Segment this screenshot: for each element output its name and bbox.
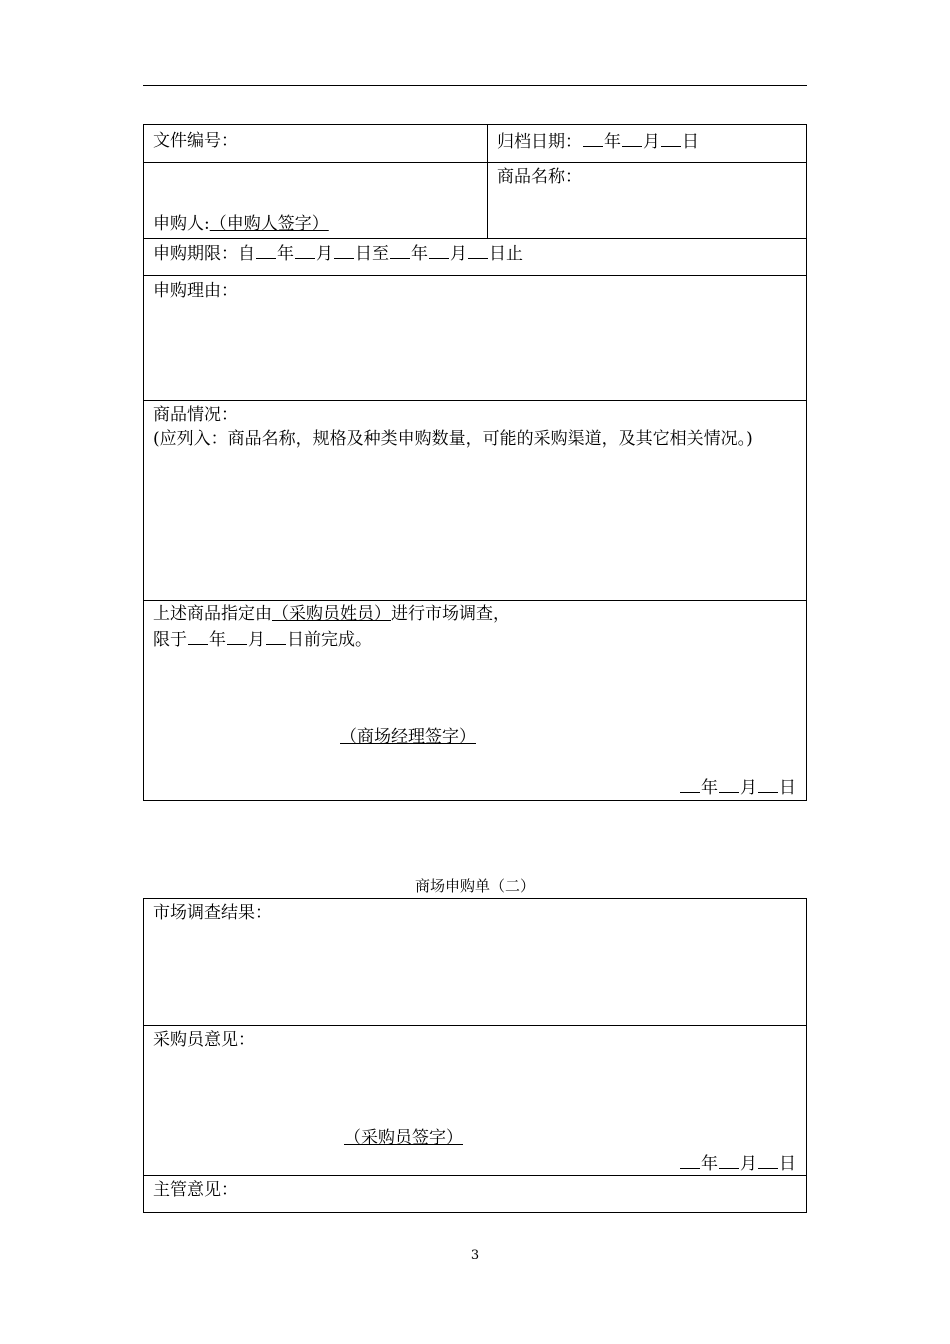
buyer-sign-line: （采购员签字） — [344, 1128, 463, 1148]
form2-title: 商场申购单（二） — [414, 877, 535, 895]
row-assignment — [144, 600, 806, 800]
purchase-form-2 — [143, 898, 807, 1213]
row-survey — [144, 899, 806, 1025]
purchase-form-1 — [143, 124, 807, 801]
applicant: 申购人:（申购人签字） — [153, 214, 329, 234]
status-note: (应列入：商品名称，规格及种类申购数量，可能的采购渠道，及其它相关情况。) — [153, 429, 753, 449]
period: 申购期限：自 年 月 日至 年 月 日止 — [153, 244, 523, 264]
row-period — [144, 238, 806, 275]
row-status — [144, 400, 806, 600]
applicant-sign-line: （申购人签字） — [209, 214, 329, 234]
product-name-label: 商品名称： — [497, 167, 582, 187]
archive-date: 归档日期： 年 月 日 — [497, 132, 699, 152]
buyer-sign-date: 年 月 日 — [679, 1152, 796, 1175]
row-file-archive — [144, 125, 806, 162]
row-reason — [144, 275, 806, 400]
row-buyer-opinion — [144, 1025, 806, 1175]
survey-label: 市场调查结果： — [153, 903, 272, 923]
manager-sign-line: （商场经理签字） — [340, 727, 476, 747]
page-number: 3 — [470, 1248, 480, 1263]
assign-line: 上述商品指定由（采购员姓员）进行市场调查， — [153, 604, 510, 624]
row-supervisor — [144, 1175, 806, 1212]
buyer-name-line: （采购员姓员） — [272, 604, 391, 624]
reason-label: 申购理由： — [153, 281, 238, 301]
row-applicant-product — [144, 162, 806, 238]
manager-sign-date: 年 月 日 — [679, 776, 796, 799]
status-label: 商品情况： — [153, 405, 238, 425]
buyer-opinion-label: 采购员意见： — [153, 1030, 255, 1050]
file-no-label: 文件编号： — [153, 131, 238, 151]
header-rule — [143, 85, 807, 86]
deadline-line: 限于 年 月 日前完成。 — [153, 630, 372, 650]
supervisor-label: 主管意见： — [153, 1180, 238, 1200]
